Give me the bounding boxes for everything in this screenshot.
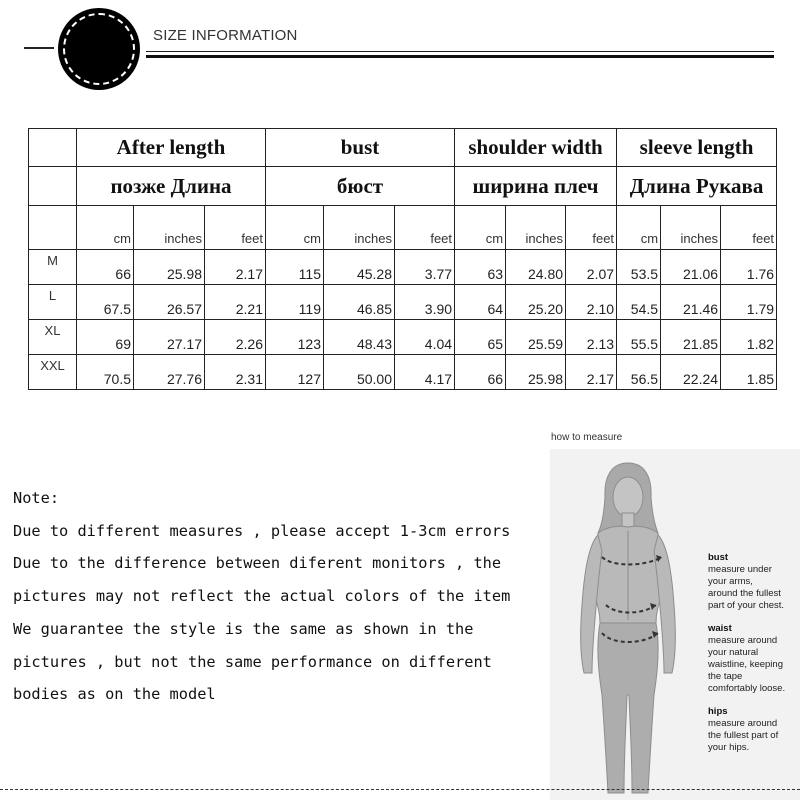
table-row <box>29 250 777 285</box>
note-line: pictures , but not the same performance on different <box>13 652 492 671</box>
measure-term: hips <box>708 706 728 717</box>
table-row <box>29 355 777 390</box>
table-cell: 127 <box>266 355 324 390</box>
unit-inches: inches <box>661 206 721 250</box>
size-table <box>28 128 777 390</box>
table-cell: 3.90 <box>395 285 455 320</box>
unit-inches: inches <box>506 206 566 250</box>
table-cell: 70.5 <box>77 355 134 390</box>
group-header-shoulder-width: shoulder width <box>455 129 617 167</box>
table-cell: 4.04 <box>395 320 455 355</box>
body-figure-illustration <box>558 455 698 800</box>
group-header-bust: bust <box>266 129 455 167</box>
unit-cm: cm <box>266 206 324 250</box>
table-cell: 53.5 <box>617 250 661 285</box>
table-cell: 2.13 <box>566 320 617 355</box>
group-header-after-length-ru: позже Длина <box>77 167 266 206</box>
table-cell: 69 <box>77 320 134 355</box>
table-cell: 56.5 <box>617 355 661 390</box>
table-cell: 2.10 <box>566 285 617 320</box>
table-cell: 55.5 <box>617 320 661 355</box>
unit-feet: feet <box>205 206 266 250</box>
table-cell: 2.26 <box>205 320 266 355</box>
table-cell: 2.21 <box>205 285 266 320</box>
measure-desc: measure around <box>708 718 778 729</box>
table-cell: 45.28 <box>324 250 395 285</box>
how-to-measure-panel <box>550 449 800 800</box>
corner-cell <box>29 167 77 206</box>
table-cell: 66 <box>77 250 134 285</box>
measure-desc: around the fullest <box>708 588 781 599</box>
table-cell: 66 <box>455 355 506 390</box>
table-cell: 27.76 <box>134 355 205 390</box>
size-label: XL <box>29 320 77 355</box>
table-row <box>29 285 777 320</box>
table-cell: 1.82 <box>721 320 777 355</box>
table-cell: 119 <box>266 285 324 320</box>
measure-term: waist <box>708 623 732 634</box>
table-cell: 46.85 <box>324 285 395 320</box>
unit-cm: cm <box>455 206 506 250</box>
note-line: pictures may not reflect the actual colors of the item <box>13 587 511 606</box>
corner-cell <box>29 129 77 167</box>
table-cell: 27.17 <box>134 320 205 355</box>
table-cell: 21.06 <box>661 250 721 285</box>
header-row-english <box>29 129 777 167</box>
note-line: Due to different measures , please accept 1-3cm errors <box>13 521 511 540</box>
size-label: L <box>29 285 77 320</box>
measure-desc: measure around <box>708 635 778 646</box>
note-line: We guarantee the style is the same as shown in the <box>13 619 474 638</box>
measure-desc: your arms, <box>708 576 753 587</box>
table-cell: 4.17 <box>395 355 455 390</box>
unit-feet: feet <box>721 206 777 250</box>
table-cell: 2.17 <box>205 250 266 285</box>
bottom-dashed-divider <box>0 789 800 790</box>
page-title: SIZE INFORMATION <box>153 27 298 44</box>
measure-desc: the fullest part of <box>708 730 779 741</box>
table-cell: 48.43 <box>324 320 395 355</box>
measure-desc: your natural <box>708 647 759 658</box>
header-badge-circle <box>58 8 140 90</box>
table-cell: 2.31 <box>205 355 266 390</box>
measure-waist <box>708 623 785 695</box>
table-cell: 115 <box>266 250 324 285</box>
table-cell: 63 <box>455 250 506 285</box>
table-cell: 22.24 <box>661 355 721 390</box>
table-cell: 1.76 <box>721 250 777 285</box>
size-rows <box>29 250 777 390</box>
measure-desc: your hips. <box>708 742 750 753</box>
table-cell: 65 <box>455 320 506 355</box>
group-header-bust-ru: бюст <box>266 167 455 206</box>
measure-hips <box>708 706 778 754</box>
table-cell: 25.98 <box>134 250 205 285</box>
table-cell: 3.77 <box>395 250 455 285</box>
table-cell: 25.98 <box>506 355 566 390</box>
unit-feet: feet <box>395 206 455 250</box>
measure-bust <box>708 552 784 612</box>
unit-cm: cm <box>617 206 661 250</box>
size-label: XXL <box>29 355 77 390</box>
how-to-measure-title: how to measure <box>551 432 623 443</box>
header-rule-left <box>24 47 54 49</box>
unit-feet: feet <box>566 206 617 250</box>
units-row <box>29 206 777 250</box>
table-cell: 123 <box>266 320 324 355</box>
measure-term: bust <box>708 552 729 563</box>
unit-inches: inches <box>134 206 205 250</box>
table-cell: 26.57 <box>134 285 205 320</box>
corner-cell <box>29 206 77 250</box>
unit-inches: inches <box>324 206 395 250</box>
table-cell: 50.00 <box>324 355 395 390</box>
measure-desc: measure under <box>708 564 772 575</box>
table-cell: 64 <box>455 285 506 320</box>
header-row-russian <box>29 167 777 206</box>
header-rule-thin <box>146 51 774 52</box>
table-cell: 1.85 <box>721 355 777 390</box>
table-cell: 1.79 <box>721 285 777 320</box>
measure-desc: the tape <box>708 671 743 682</box>
group-header-sleeve-length: sleeve length <box>617 129 777 167</box>
group-header-after-length: After length <box>77 129 266 167</box>
table-cell: 67.5 <box>77 285 134 320</box>
table-cell: 21.46 <box>661 285 721 320</box>
measure-desc: comfortably loose. <box>708 683 786 694</box>
table-cell: 2.07 <box>566 250 617 285</box>
table-cell: 24.80 <box>506 250 566 285</box>
measure-desc: waistline, keeping <box>708 659 783 670</box>
table-row <box>29 320 777 355</box>
note-line: bodies as on the model <box>13 685 216 704</box>
header-rule-thick <box>146 55 774 58</box>
table-cell: 25.59 <box>506 320 566 355</box>
unit-cm: cm <box>77 206 134 250</box>
table-cell: 21.85 <box>661 320 721 355</box>
size-label: M <box>29 250 77 285</box>
measure-desc: part of your chest. <box>708 600 785 611</box>
note-line: Due to the difference between diferent monitors , the <box>13 554 502 573</box>
group-header-shoulder-width-ru: ширина плеч <box>455 167 617 206</box>
table-cell: 25.20 <box>506 285 566 320</box>
note-line: Note: <box>13 489 60 507</box>
table-cell: 2.17 <box>566 355 617 390</box>
table-cell: 54.5 <box>617 285 661 320</box>
group-header-sleeve-length-ru: Длина Рукава <box>617 167 777 206</box>
notes-block <box>13 482 553 711</box>
